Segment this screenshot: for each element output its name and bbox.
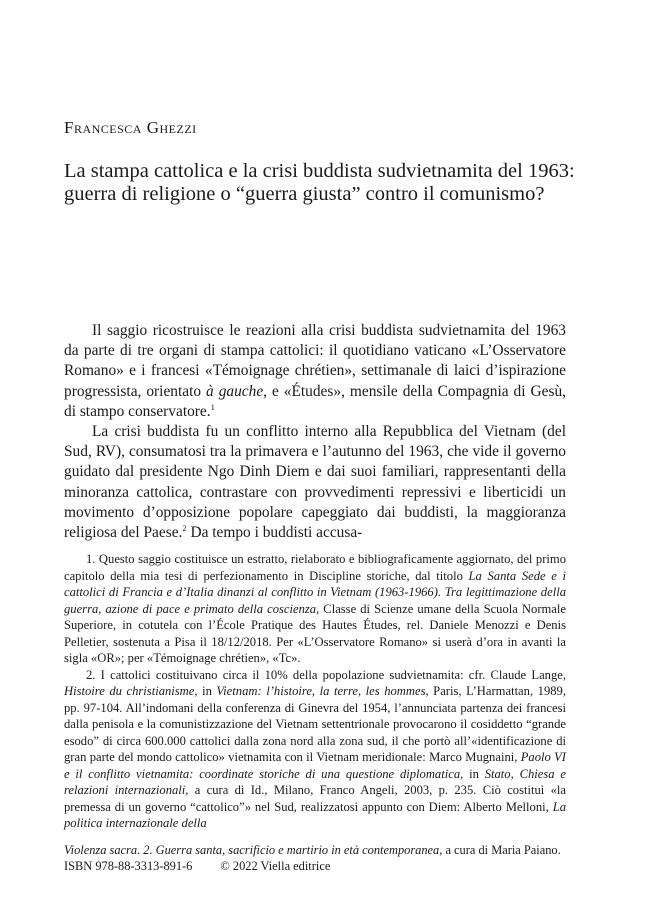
paragraph-1-italic: à gauche bbox=[206, 382, 264, 400]
author-name: Francesca Ghezzi bbox=[64, 118, 197, 137]
page-footer bbox=[64, 842, 566, 874]
paragraph-2 bbox=[64, 422, 566, 543]
series-line bbox=[64, 842, 566, 858]
footnote-2-italic-3: Paolo VI e il conflitto vietnamita: coordinate storiche di una questione diplomatica bbox=[64, 750, 567, 781]
footnote-2-italic-5: La politica internazionale della bbox=[64, 799, 566, 830]
footnote-2 bbox=[64, 667, 566, 832]
footnote-1 bbox=[64, 551, 566, 667]
footnote-2-italic-4: Stato, Chiesa e relazioni internazionali bbox=[64, 766, 566, 797]
title-line-2: guerra di religione o “guerra giusta” contro il comunismo? bbox=[64, 183, 545, 205]
paragraph-1-text-end: , e «Études», mensile della Compagnia di Gesù, di stampo conservatore. bbox=[64, 382, 566, 420]
footnote-1-text-end: , Classe di Scienze umane della Scuola Normale Superiore, in cotutela con l’École Pratique des Hautes Études, rel. Daniele Menozzi e Denis Pelletier, sostenuta a Pisa il 18/12/2018. Per «L’Osservatore Romano» si userà d’ora in avanti la sigla «OR»; per «Témoignage chrétien», «Tc». bbox=[64, 601, 566, 665]
footnote-1-text: 1. Questo saggio costituisce un estratto, rielaborato e bibliograficamente aggiornato, del primo capitolo della mia tesi di perfezionamento in Discipline storiche, dal titolo bbox=[64, 552, 566, 583]
copyright: © 2022 Viella editrice bbox=[220, 859, 331, 873]
footnote-ref-1[interactable]: 1 bbox=[210, 401, 215, 412]
footnote-2-italic-2: Vietnam: l’histoire, la terre, les hommes bbox=[216, 684, 426, 698]
footnote-2-text-d: , in bbox=[460, 766, 485, 781]
paragraph-1 bbox=[64, 321, 566, 422]
paragraph-2-text-end: Da tempo i buddisti accusa- bbox=[186, 524, 363, 542]
article-title bbox=[64, 160, 575, 206]
footnote-2-italic-1: Histoire du christianisme bbox=[64, 684, 195, 698]
series-title: Violenza sacra. 2. Guerra santa, sacrificio e martirio in età contemporanea bbox=[64, 843, 440, 857]
footnote-2-text-c: , Paris, L’Harmattan, 1989, pp. 97-104. All’indomani della conferenza di Ginevra del 1954, l’annunciata partenza dei francesi dalla penisola e la comunistizzazione del Vietnam settentrionale provocarono il cosiddetto “grande esodo” di circa 600.000 cattolici dalla zona nord alla zona sud, il che portò all’«identificazione di gran parte del mondo cattolico» vietnamita con il Vietnam meridionale: Marco Mugnaini, bbox=[64, 684, 566, 764]
footnote-ref-2[interactable]: 2 bbox=[182, 522, 187, 533]
isbn-line bbox=[64, 858, 566, 874]
main-text bbox=[64, 321, 566, 543]
paragraph-1-text: Il saggio ricostruisce le reazioni alla crisi buddista sudvietnamita del 1963 da parte di tre organi di stampa cattolici: il quotidiano vaticano «L’Osservatore Romano» e i francesi «Témoignage chrétien», settimanale di laici d’ispirazione progressista, orientato bbox=[64, 322, 566, 400]
series-editor: , a cura di Maria Paiano. bbox=[439, 843, 561, 857]
footnote-2-text-e: , a cura di Id., Milano, Franco Angeli, 2003, p. 235. Ciò costituì «la premessa di un governo “cattolico”» nel Sud, realizzatosi appunto con Diem: Alberto Melloni, bbox=[64, 783, 566, 814]
footnote-2-text-a: 2. I cattolici costituivano circa il 10% della popolazione sudvietnamita: cfr. Claude Lange, bbox=[86, 667, 566, 682]
paragraph-2-text: La crisi buddista fu un conflitto interno alla Repubblica del Vietnam (del Sud, RV), consumatosi tra la primavera e l’autunno del 1963, che vide il governo guidato dal presidente Ngo Dinh Diem e dai suoi familiari, rappresentanti della minoranza cattolica, contrastare con provvedimenti repressivi e liberticidi un movimento d’opposizione popolare capeggiato dai buddisti, la maggioranza religiosa del Paese. bbox=[64, 423, 566, 542]
isbn: ISBN 978-88-3313-891-6 bbox=[64, 859, 193, 873]
title-line-1: La stampa cattolica e la crisi buddista sudvietnamita del 1963: bbox=[64, 160, 575, 182]
footnote-1-thesis-title: La Santa Sede e i cattolici di Francia e d’Italia dinanzi al conflitto in Vietnam (1963-1966). Tra legittimazione della guerra, azione di pace e primato della coscienza bbox=[64, 568, 566, 616]
footnotes bbox=[64, 551, 566, 832]
footnote-2-text-b: , in bbox=[194, 684, 217, 698]
